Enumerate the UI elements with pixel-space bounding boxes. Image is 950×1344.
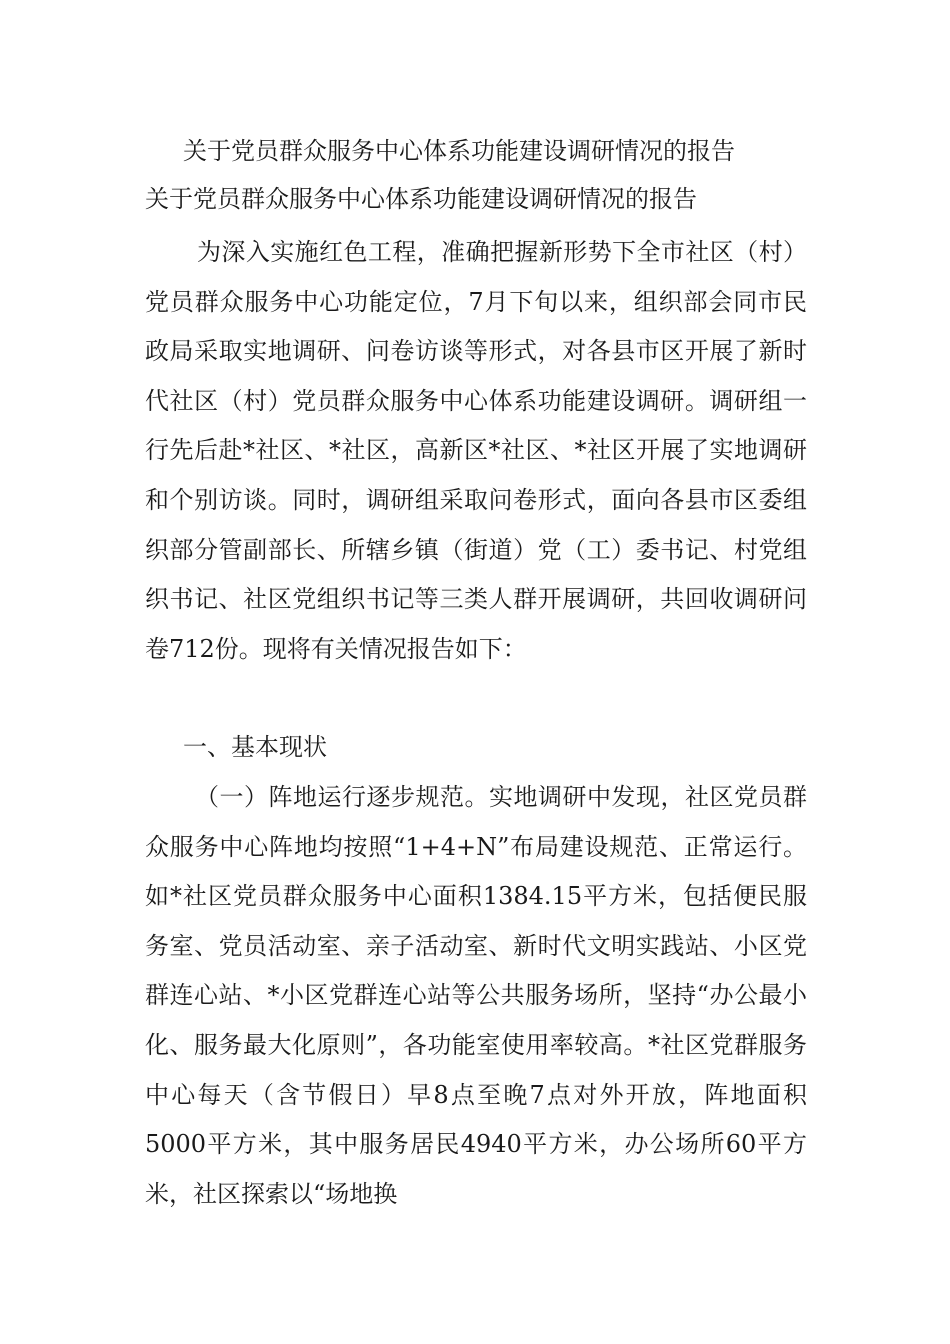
document-title-indented: 关于党员群众服务中心体系功能建设调研情况的报告 (183, 137, 735, 165)
section-heading: 一、基本现状 (183, 733, 327, 761)
intro-paragraph: 为深入实施红色工程，准确把握新形势下全市社区（村）党员群众服务中心功能定位，7月下旬以来，组织部会同市民政局采取实地调研、问卷访谈等形式，对各县市区开展了新时代社区（村）党员群众服务中心体系功能建设调研。调研组一行先后赴*社区、*社区，高新区*社区、*社区开展了实地调研和个别访谈。同时，调研组采取问卷形式，面向各县市区委组织部分管副部长、所辖乡镇（街道）党（工）委书记、村党组织书记、社区党组织书记等三类人群开展调研，共回收调研问卷712份。现将有关情况报告如下： (145, 238, 807, 663)
section-paragraph: （一）阵地运行逐步规范。实地调研中发现，社区党员群众服务中心阵地均按照“1+4+N”布局建设规范、正常运行。如*社区党员群众服务中心面积1384.15平方米，包括便民服务室、党员活动室、亲子活动室、新时代文明实践站、小区党群连心站、*小区党群连心站等公共服务场所，坚持“办公最小化、服务最大化原则”，各功能室使用率较高。*社区党群服务中心每天（含节假日）早8点至晚7点对外开放，阵地面积5000平方米，其中服务居民4940平方米，办公场所60平方米，社区探索以“场地换 (145, 783, 807, 1208)
document-title: 关于党员群众服务中心体系功能建设调研情况的报告 (145, 185, 697, 213)
